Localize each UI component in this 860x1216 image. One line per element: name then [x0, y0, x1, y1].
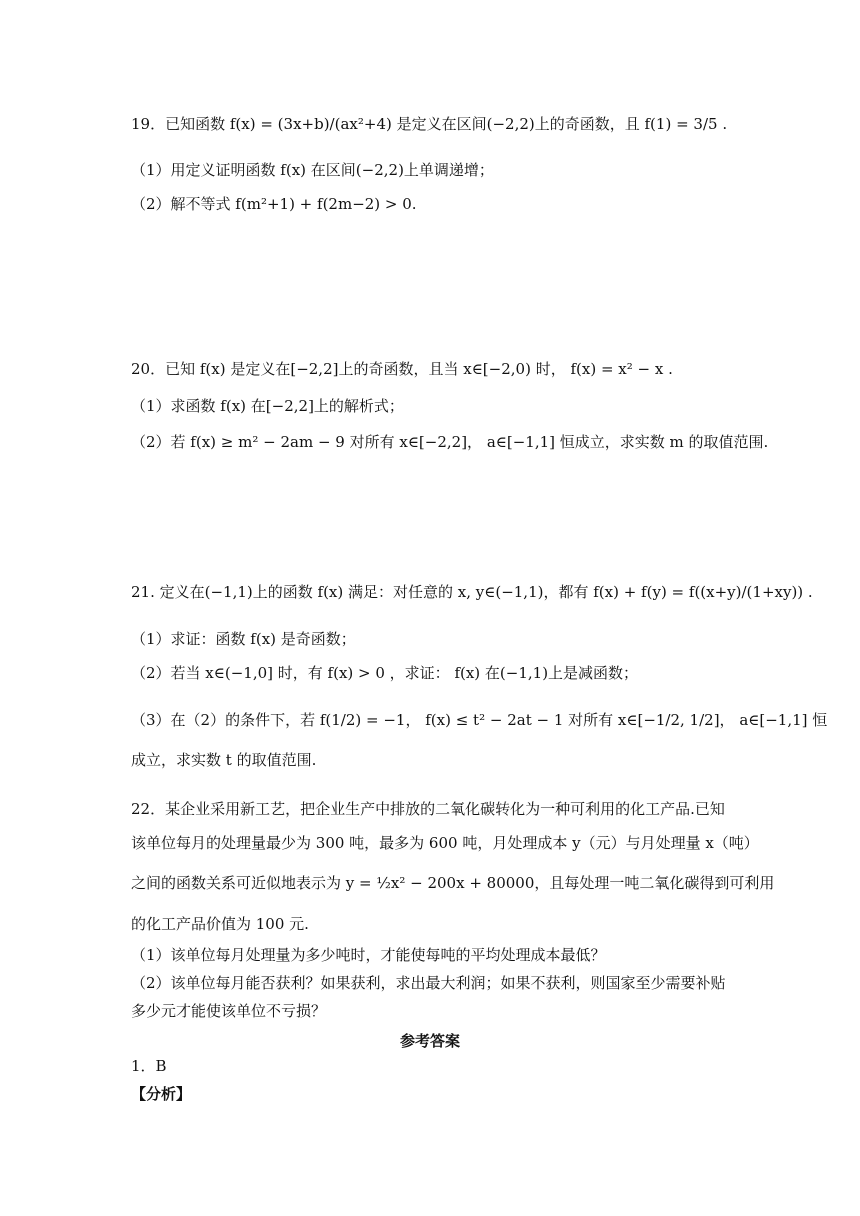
q21-part3-cont: 成立，求实数 t 的取值范围.: [131, 751, 317, 769]
q22-part1: （1）该单位每月处理量为多少吨时，才能使每吨的平均处理成本最低？: [131, 946, 606, 964]
q20-stem: 20．已知 f(x) 是定义在[−2,2]上的奇函数，且当 x∈[−2,0) 时， f(x) = x² − x .: [131, 360, 673, 378]
q19-part1: （1）用定义证明函数 f(x) 在区间(−2,2)上单调递增；: [131, 161, 494, 179]
q22-part2-cont: 多少元才能使该单位不亏损？: [131, 1002, 327, 1020]
q20-part1: （1）求函数 f(x) 在[−2,2]上的解析式；: [131, 397, 404, 415]
answer-item-1: 1．B: [131, 1057, 167, 1075]
answers-heading: 参考答案: [399, 1032, 460, 1050]
q21-part3: （3）在（2）的条件下，若 f(1/2) = −1， f(x) ≤ t² − 2at − 1 对所有 x∈[−1/2, 1/2]， a∈[−1,1] 恒: [131, 711, 828, 729]
q22-part2: （2）该单位每月能否获利？如果获利，求出最大利润；如果不获利，则国家至少需要补贴: [131, 974, 726, 992]
q21-part1: （1）求证：函数 f(x) 是奇函数；: [131, 630, 356, 648]
q22-stem-line4: 的化工产品价值为 100 元.: [131, 915, 309, 933]
q22-stem-line2: 该单位每月的处理量最少为 300 吨，最多为 600 吨，月处理成本 y（元）与月处理量 x（吨）: [131, 834, 759, 852]
q20-part2: （2）若 f(x) ≥ m² − 2am − 9 对所有 x∈[−2,2]， a∈[−1,1] 恒成立，求实数 m 的取值范围.: [131, 433, 769, 451]
q19-stem: 19．已知函数 f(x) = (3x+b)/(ax²+4) 是定义在区间(−2,2)上的奇函数，且 f(1) = 3/5 .: [131, 115, 728, 133]
analysis-label: 【分析】: [131, 1085, 192, 1103]
q21-part2: （2）若当 x∈(−1,0] 时，有 f(x) > 0 ，求证： f(x) 在(−1,1)上是减函数；: [131, 664, 639, 682]
q22-stem-line3: 之间的函数关系可近似地表示为 y = ½x² − 200x + 80000，且每处理一吨二氧化碳得到可利用: [131, 874, 775, 892]
q19-part2: （2）解不等式 f(m²+1) + f(2m−2) > 0.: [131, 195, 417, 213]
q21-stem: 21. 定义在(−1,1)上的函数 f(x) 满足：对任意的 x, y∈(−1,1)，都有 f(x) + f(y) = f((x+y)/(1+xy)) .: [131, 583, 813, 601]
q22-stem-line1: 22．某企业采用新工艺，把企业生产中排放的二氧化碳转化为一种可利用的化工产品.已知: [131, 800, 725, 818]
